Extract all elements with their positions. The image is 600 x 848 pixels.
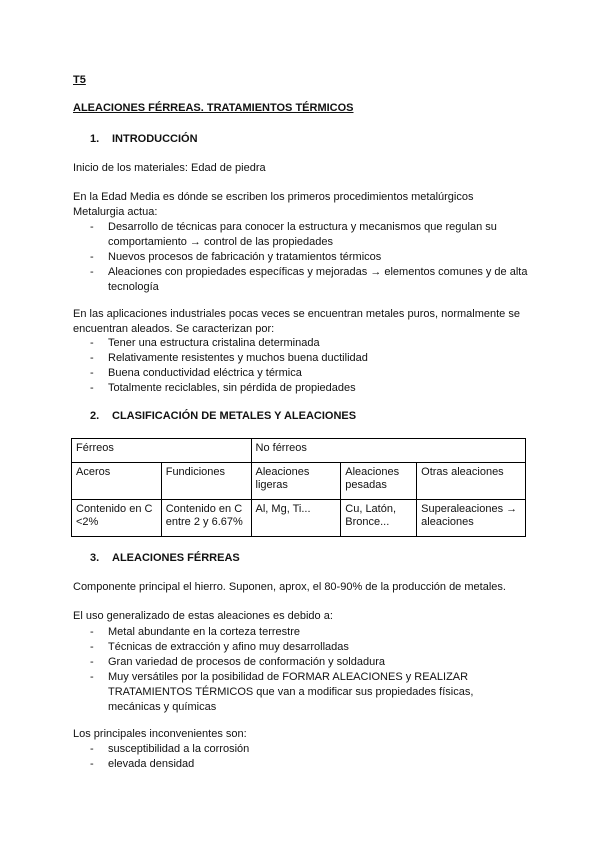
list-item: - Nuevos procesos de fabricación y tratamientos térmicos xyxy=(73,250,528,265)
list-item: - Relativamente resistentes y muchos buena ductilidad xyxy=(73,351,528,366)
table-cell: Contenido en C entre 2 y 6.67% xyxy=(161,500,251,537)
table-cell: Aleaciones ligeras xyxy=(251,463,341,500)
section-3-heading xyxy=(90,551,240,566)
table-cell: Férreos xyxy=(72,439,252,463)
table-cell: Aceros xyxy=(72,463,162,500)
table-row xyxy=(72,500,526,537)
section-1-number: 1. xyxy=(90,133,100,145)
paragraph: El uso generalizado de estas aleaciones es debido a: xyxy=(73,610,333,622)
list-item: - Tener una estructura cristalina determinada xyxy=(73,336,528,351)
paragraph: Metalurgia actua: xyxy=(73,206,158,218)
paragraph: Componente principal el hierro. Suponen, aprox, el 80-90% de la producción de metales. xyxy=(73,581,506,593)
paragraph: En la Edad Media es dónde se escriben los primeros procedimientos metalúrgicos xyxy=(73,191,474,203)
list-item: - Buena conductividad eléctrica y térmica xyxy=(73,366,528,381)
list-item: - Metal abundante en la corteza terrestre xyxy=(73,625,528,640)
list-item: - susceptibilidad a la corrosión xyxy=(73,742,528,757)
list-item: - Desarrollo de técnicas para conocer la estructura y mecanismos que regulan su comportamiento → control de las propiedades xyxy=(73,220,528,250)
list-item: - Aleaciones con propiedades específicas y mejoradas → elementos comunes y de alta tecnología xyxy=(73,265,528,295)
table-cell: Aleaciones pesadas xyxy=(341,463,417,500)
table-cell: No férreos xyxy=(251,439,525,463)
classification-table xyxy=(71,438,526,537)
paragraph: En las aplicaciones industriales pocas veces se encuentran metales puros, normalmente se encuentran aleados. Se caracterizan por: xyxy=(73,308,520,335)
list-item: - elevada densidad xyxy=(73,757,528,772)
bullet-list xyxy=(73,742,528,772)
section-2-number: 2. xyxy=(90,410,100,422)
unit-label: T5 xyxy=(73,74,86,86)
table-cell: Contenido en C <2% xyxy=(72,500,162,537)
list-item: - Muy versátiles por la posibilidad de FORMAR ALEACIONES y REALIZAR TRATAMIENTOS TÉRMICOS que van a modificar sus propiedades físicas, mecánicas y químicas xyxy=(73,670,528,715)
bullet-list xyxy=(73,336,528,396)
bullet-list xyxy=(73,625,528,715)
paragraph: Inicio de los materiales: Edad de piedra xyxy=(73,162,266,174)
table-row xyxy=(72,463,526,500)
section-3-number: 3. xyxy=(90,552,100,564)
table-cell: Al, Mg, Ti... xyxy=(251,500,341,537)
document-title: ALEACIONES FÉRREAS. TRATAMIENTOS TÉRMICOS xyxy=(73,102,354,114)
table-cell: Superaleaciones → aleaciones xyxy=(417,500,526,537)
section-1-title: INTRODUCCIÓN xyxy=(112,133,198,145)
list-item: - Técnicas de extracción y afino muy desarrolladas xyxy=(73,640,528,655)
section-1-heading xyxy=(90,132,198,147)
table-cell: Cu, Latón, Bronce... xyxy=(341,500,417,537)
table-row xyxy=(72,439,526,463)
paragraph: Los principales inconvenientes son: xyxy=(73,728,247,740)
table-cell: Fundiciones xyxy=(161,463,251,500)
table-cell: Otras aleaciones xyxy=(417,463,526,500)
section-3-title: ALEACIONES FÉRREAS xyxy=(112,552,240,564)
section-2-title: CLASIFICACIÓN DE METALES Y ALEACIONES xyxy=(112,410,357,422)
section-2-heading xyxy=(90,409,356,424)
bullet-list xyxy=(73,220,528,295)
list-item: - Totalmente reciclables, sin pérdida de propiedades xyxy=(73,381,528,396)
list-item: - Gran variedad de procesos de conformación y soldadura xyxy=(73,655,528,670)
